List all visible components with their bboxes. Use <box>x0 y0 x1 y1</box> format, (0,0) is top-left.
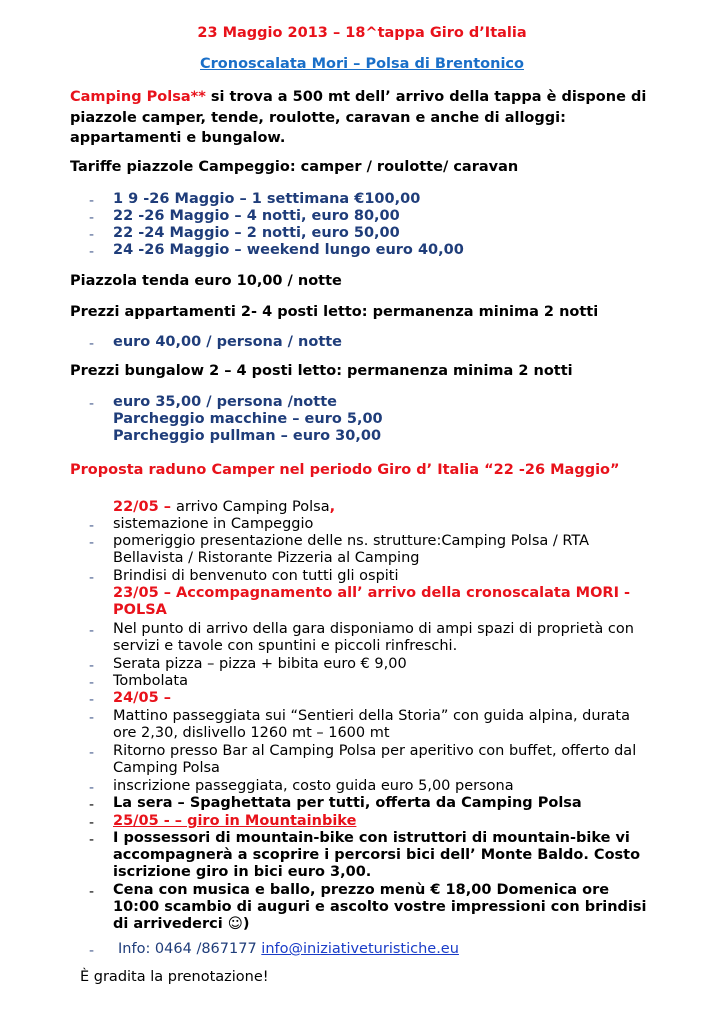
program-item: Cena con musica e ballo, prezzo menù € 18,00 Domenica ore <box>113 882 610 898</box>
list-bullet: - <box>89 193 95 209</box>
list-bullet: - <box>89 396 95 412</box>
list-bullet: - <box>89 710 95 726</box>
tariff-item: 24 -26 Maggio – weekend lungo euro 40,00 <box>113 242 464 258</box>
bungalow-item: Parcheggio pullman – euro 30,00 <box>113 428 382 444</box>
document-title: 23 Maggio 2013 – 18^tappa Giro d’Italia <box>197 25 527 41</box>
subtitle-link[interactable]: Cronoscalata Mori – Polsa di Brentonico <box>200 56 524 72</box>
tariff-item: 22 -26 Maggio – 4 notti, euro 80,00 <box>113 208 400 224</box>
program-item: Brindisi di benvenuto con tutti gli ospiti <box>113 568 399 584</box>
program-item: Serata pizza – pizza + bibita euro € 9,00 <box>113 656 407 672</box>
apartments-heading: Prezzi appartamenti 2- 4 posti letto: permanenza minima 2 notti <box>70 304 599 320</box>
program-item: inscrizione passeggiata, costo guida euro 5,00 persona <box>113 778 514 794</box>
list-bullet: - <box>89 518 95 534</box>
contact-line <box>118 941 459 958</box>
tent-price: Piazzola tenda euro 10,00 / notte <box>70 273 342 289</box>
program-item: servizi e tavole con spuntini e piccoli rinfreschi. <box>113 638 458 654</box>
day-23-heading: 23/05 – Accompagnamento all’ arrivo della cronoscalata MORI - <box>113 585 631 601</box>
evening-dinner: La sera – Spaghettata per tutti, offerta da Camping Polsa <box>113 795 582 811</box>
bungalow-item: euro 35,00 / persona /notte <box>113 394 337 410</box>
tariff-item: 1 9 -26 Maggio – 1 settimana €100,00 <box>113 191 421 207</box>
booking-note: È gradita la prenotazione! <box>80 969 269 985</box>
program-item: iscrizione giro in bici euro 3,00. <box>113 864 372 880</box>
program-item: Tombolata <box>113 673 188 689</box>
list-bullet: - <box>89 832 95 848</box>
program-item: Ritorno presso Bar al Camping Polsa per aperitivo con buffet, offerto dal <box>113 743 637 759</box>
program-item: di arrivederci ☺) <box>113 916 250 932</box>
list-bullet: - <box>89 815 95 831</box>
program-item: pomeriggio presentazione delle ns. strutture:Camping Polsa / RTA <box>113 533 590 549</box>
list-bullet: - <box>89 692 95 708</box>
list-bullet: - <box>89 780 95 796</box>
program-item: Bellavista / Ristorante Pizzeria al Camping <box>113 550 420 566</box>
list-bullet: - <box>89 623 95 639</box>
list-bullet: - <box>89 675 95 691</box>
program-item: Camping Polsa <box>113 760 220 776</box>
program-item: I possessori di mountain-bike con istruttori di mountain-bike vi <box>113 830 630 846</box>
day-25-heading: 25/05 - – giro in Mountainbike <box>113 813 357 829</box>
list-bullet: - <box>89 244 95 260</box>
apartments-price: euro 40,00 / persona / notte <box>113 334 343 350</box>
program-item: sistemazione in Campeggio <box>113 516 314 532</box>
program-item: ore 2,30, dislivello 1260 mt – 1600 mt <box>113 725 390 741</box>
list-bullet: - <box>89 797 95 813</box>
list-bullet: - <box>89 570 95 586</box>
program-item: Mattino passeggiata sui “Sentieri della Storia” con guida alpina, durata <box>113 708 630 724</box>
document-subtitle <box>0 56 724 73</box>
proposal-heading: Proposta raduno Camper nel periodo Giro d’ Italia “22 -26 Maggio” <box>70 462 620 478</box>
tariffs-heading: Tariffe piazzole Campeggio: camper / roulotte/ caravan <box>70 159 519 175</box>
day-22-line: 22/05 – arrivo Camping Polsa, <box>113 499 336 515</box>
intro-line-1: Camping Polsa** si trova a 500 mt dell’ arrivo della tappa è dispone di <box>70 89 647 105</box>
list-bullet: - <box>89 227 95 243</box>
list-bullet: - <box>89 745 95 761</box>
program-item: 10:00 scambio di auguri e ascolto vostre impressioni con brindisi <box>113 899 647 915</box>
intro-line-3: appartamenti e bungalow. <box>70 130 286 146</box>
bungalow-item: Parcheggio macchine – euro 5,00 <box>113 411 383 427</box>
list-bullet: - <box>89 658 95 674</box>
camping-name: Camping Polsa** <box>70 89 206 105</box>
program-item: Nel punto di arrivo della gara disponiamo di ampi spazi di proprietà con <box>113 621 634 637</box>
list-bullet: - <box>89 535 95 551</box>
day-22-date: 22/05 – <box>113 499 176 515</box>
list-bullet: - <box>89 336 95 352</box>
list-bullet: - <box>89 884 95 900</box>
tariff-item: 22 -24 Maggio – 2 notti, euro 50,00 <box>113 225 400 241</box>
intro-line-2: piazzole camper, tende, roulotte, caravan e anche di alloggi: <box>70 110 566 126</box>
list-bullet: - <box>89 943 95 959</box>
program-item: accompagnerà a scoprire i percorsi bici dell’ Monte Baldo. Costo <box>113 847 641 863</box>
list-bullet: - <box>89 210 95 226</box>
day-24-date: 24/05 – <box>113 690 171 706</box>
bungalow-heading: Prezzi bungalow 2 – 4 posti letto: permanenza minima 2 notti <box>70 363 573 379</box>
day-23-heading-cont: POLSA <box>113 602 167 618</box>
email-link[interactable]: info@iniziativeturistiche.eu <box>261 941 459 957</box>
info-phone: Info: 0464 /867177 <box>118 941 262 957</box>
